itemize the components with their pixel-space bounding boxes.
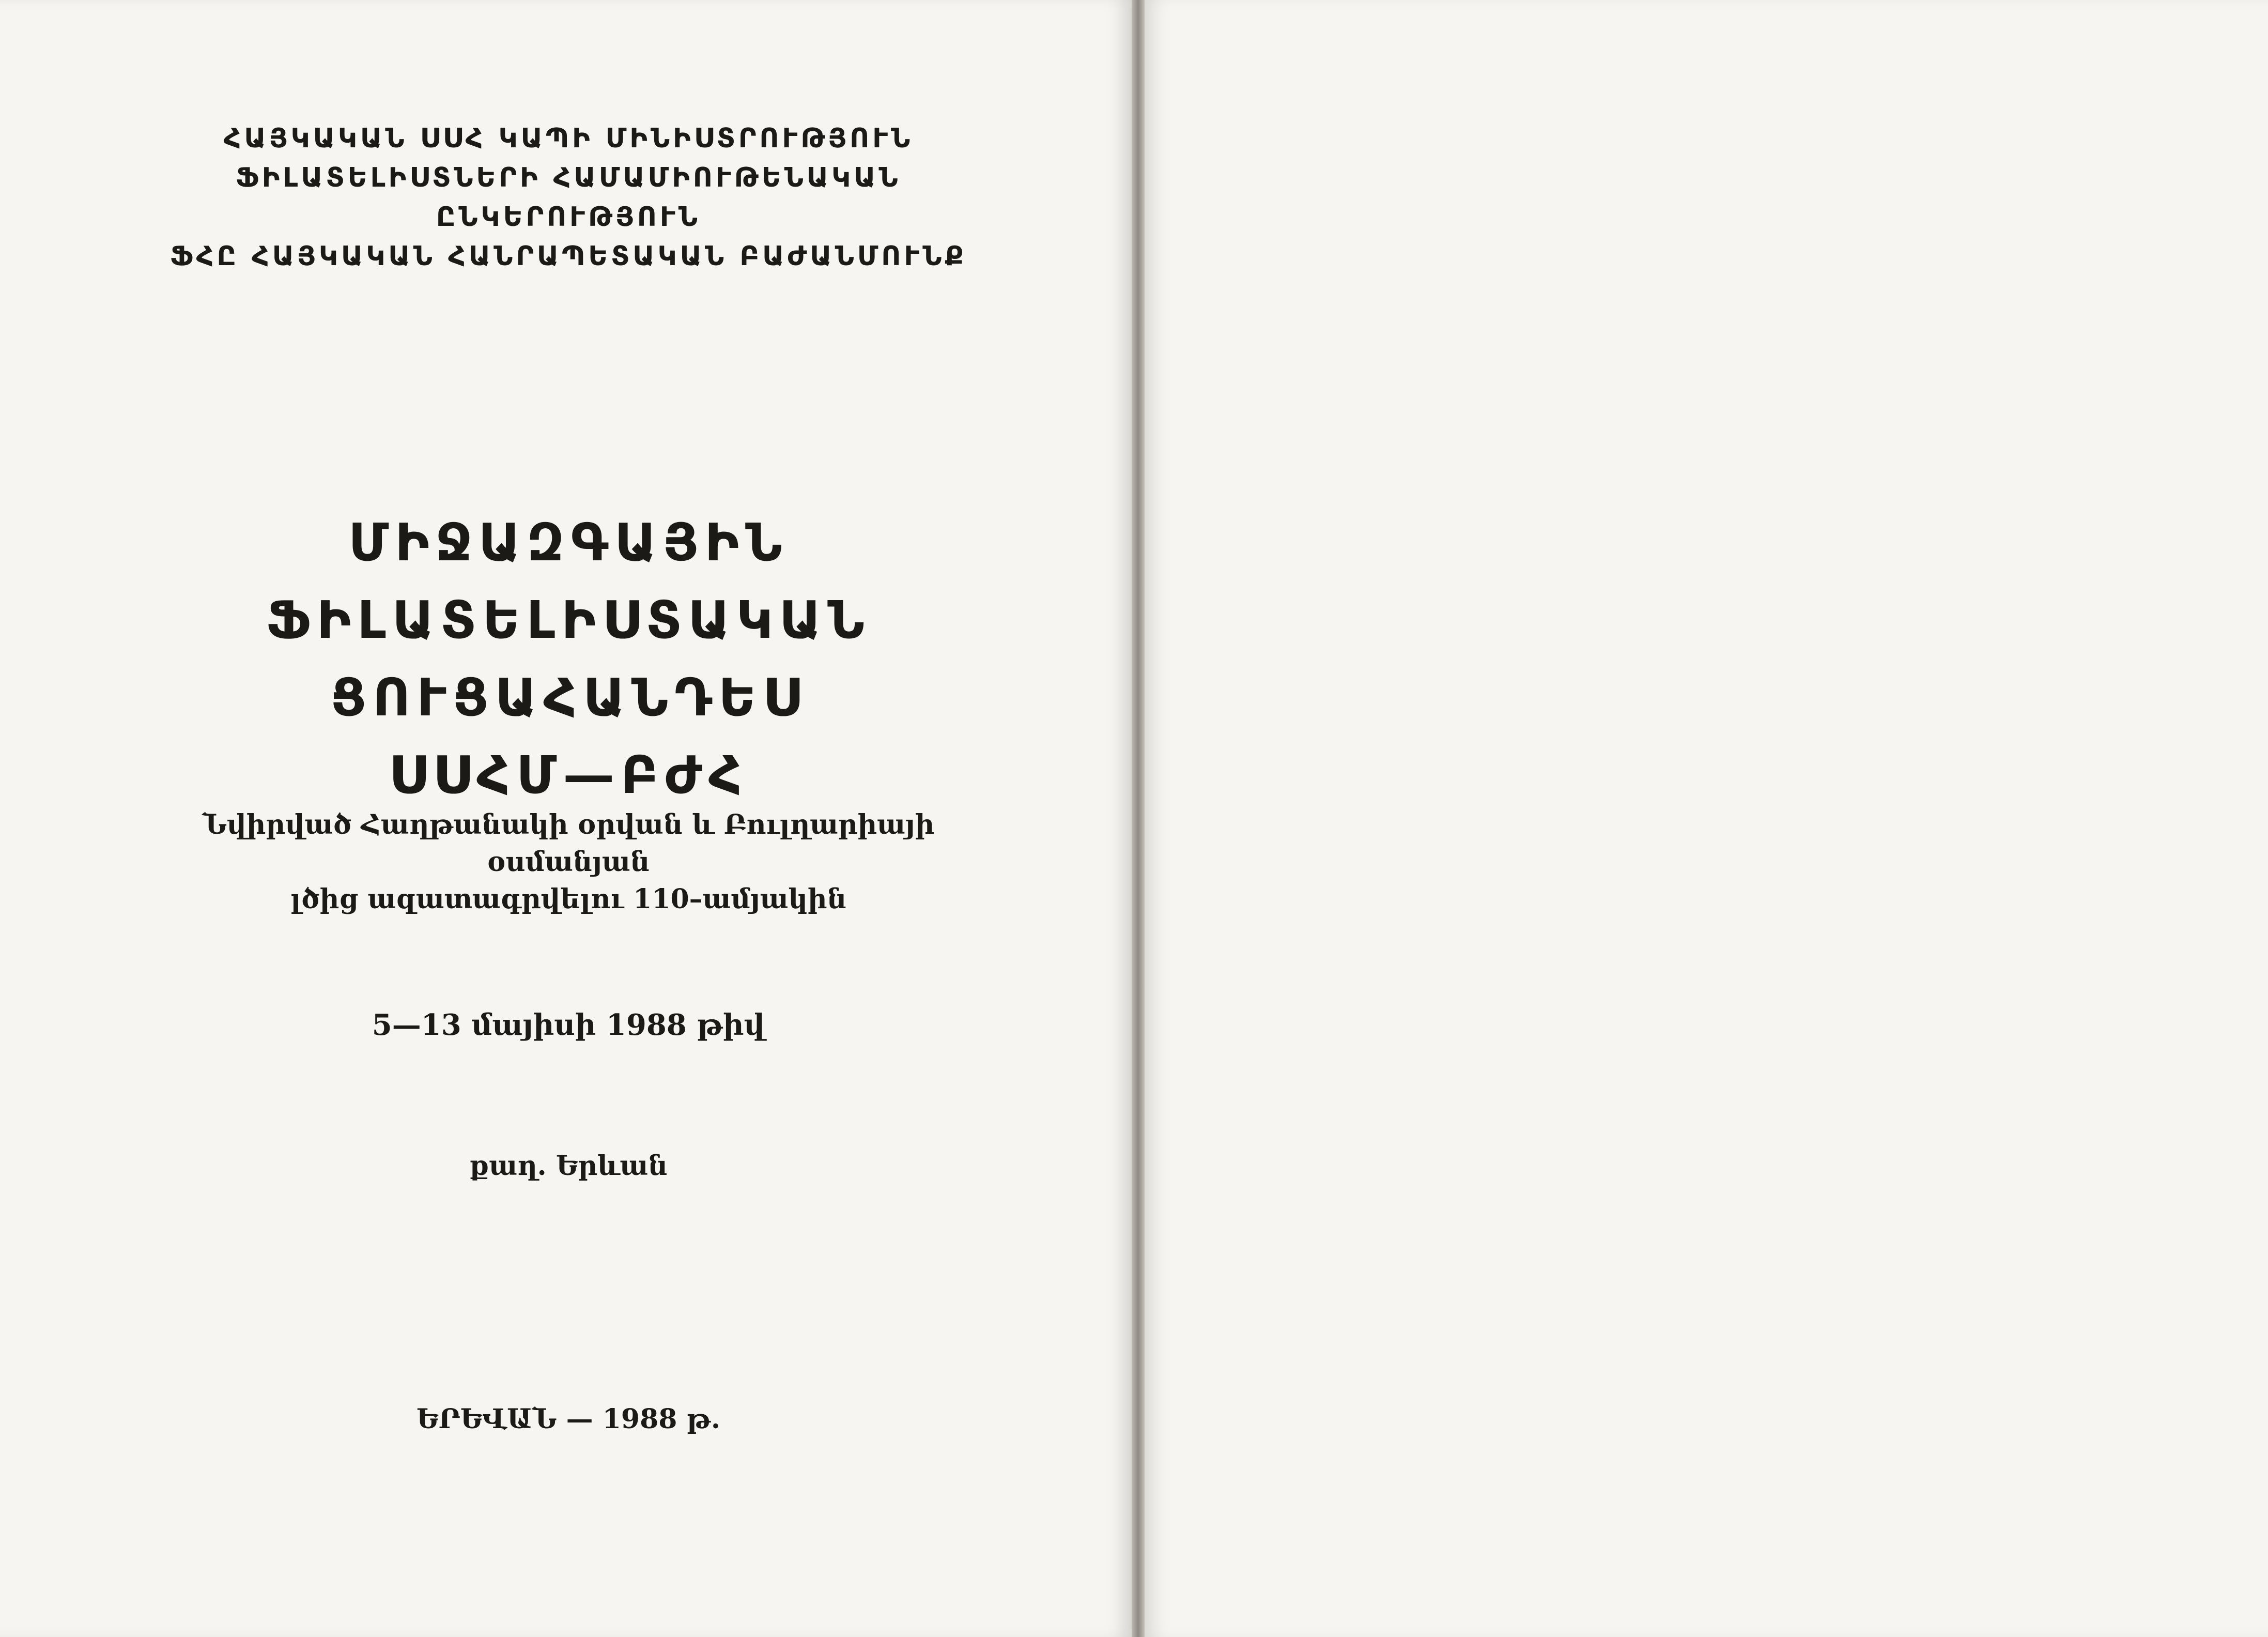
publisher-header (155, 119, 982, 276)
publication-footer: ԵՐԵՎԱՆ — 1988 թ. (416, 1403, 720, 1435)
header-line: ՀԱՅԿԱԿԱՆ ՍՍՀ ԿԱՊԻ ՄԻՆԻՍՏՐՈՒԹՅՈՒՆ (223, 123, 914, 154)
exhibition-title (155, 504, 982, 814)
right-page (1145, 0, 2268, 1637)
exhibition-place: քաղ. Երևան (469, 1150, 668, 1182)
left-page (0, 0, 1132, 1637)
subtitle-line: լծից ազատագրվելու 110–ամյակին (290, 883, 847, 915)
exhibition-subtitle (155, 806, 982, 918)
book-gutter (1132, 0, 1145, 1637)
title-line: ՖԻԼԱՏԵԼԻՍՏԱԿԱՆ ՑՈՒՑԱՀԱՆԴԵՍ (266, 590, 871, 728)
exhibition-dates: 5—13 մայիսի 1988 թիվ (372, 1008, 765, 1042)
title-line: ՍՍՀՄ—ԲԺՀ (388, 745, 749, 805)
header-line: ՖՀԸ ՀԱՅԿԱԿԱՆ ՀԱՆՐԱՊԵՏԱԿԱՆ ԲԱԺԱՆՄՈՒՆՔ (170, 241, 967, 272)
title-line: ՄԻՋԱԶԳԱՅԻՆ (348, 512, 789, 573)
subtitle-line: Նվիրված Հաղթանակի օրվան և Բուլղարիայի օսմանյան (202, 809, 935, 878)
header-line: ՖԻԼԱՏԵԼԻՍՏՆԵՐԻ ՀԱՄԱՄԻՈՒԹԵՆԱԿԱՆ ԸՆԿԵՐՈՒԹՅՈՒՆ (236, 162, 901, 233)
